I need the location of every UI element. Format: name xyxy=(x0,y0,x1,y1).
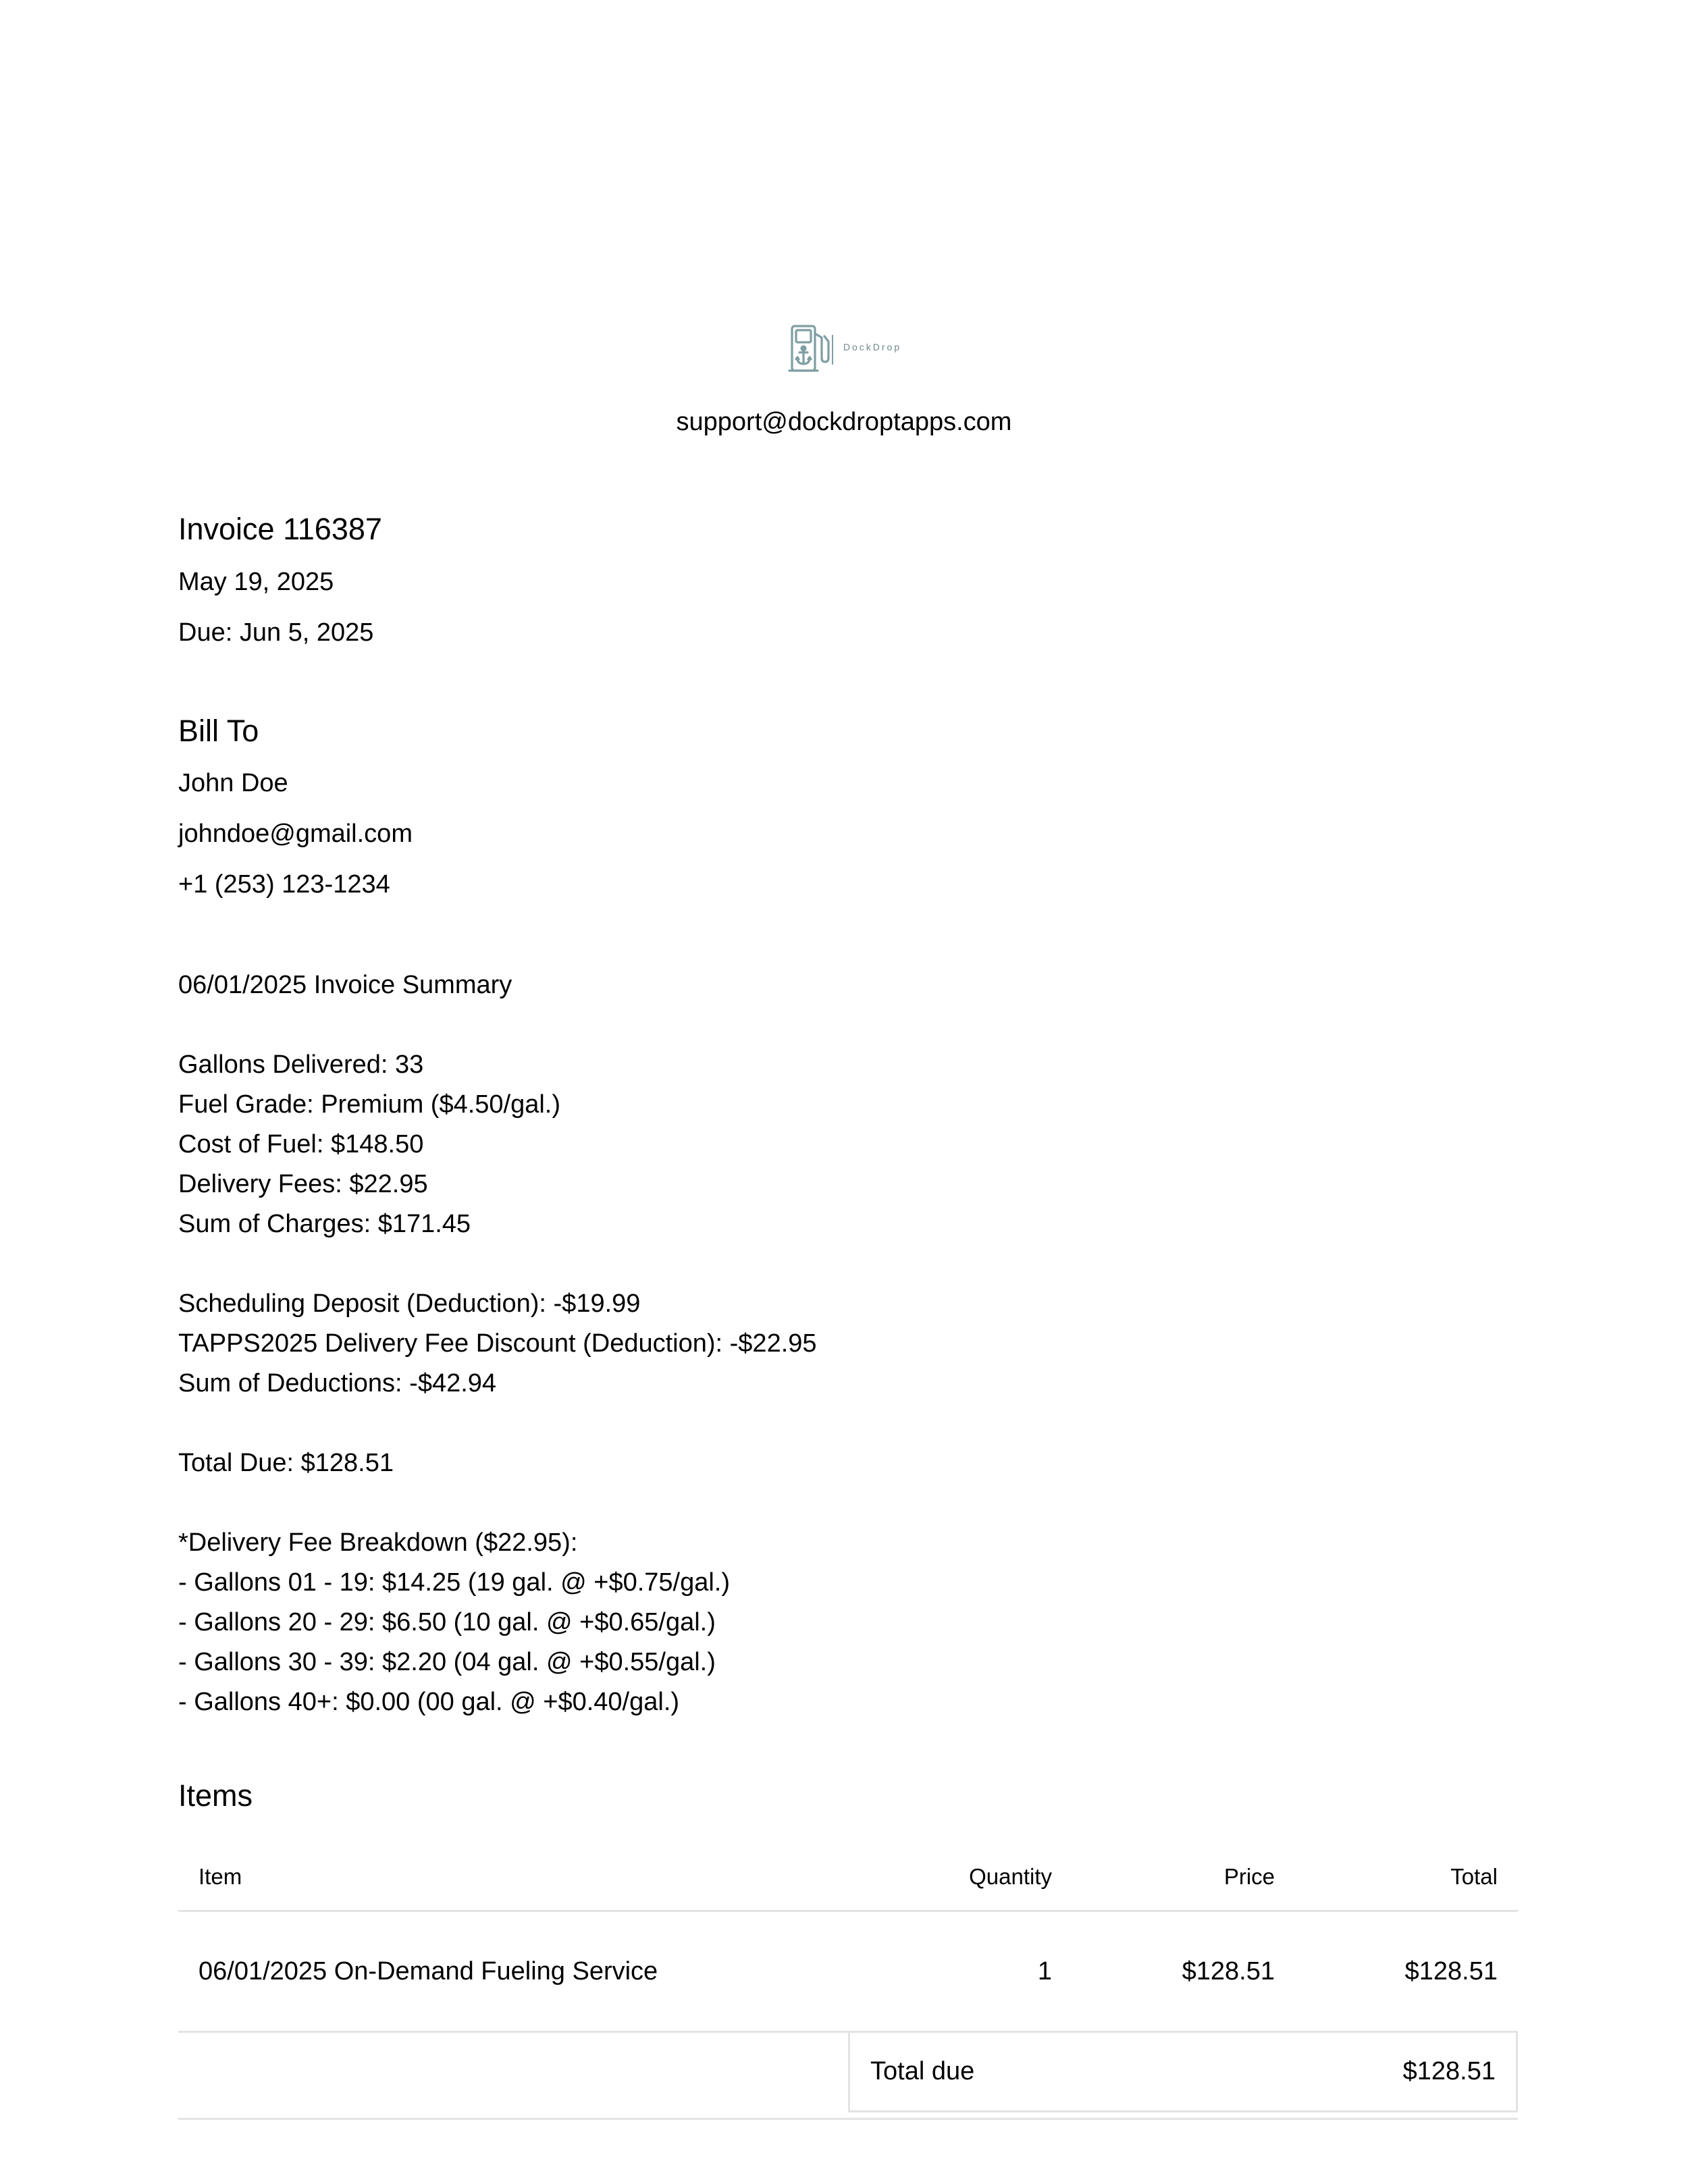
total-due-value: $128.51 xyxy=(1402,2057,1496,2085)
items-table-header xyxy=(178,1843,1518,1912)
item-description: 06/01/2025 On-Demand Fueling Service xyxy=(199,1956,658,1986)
total-due-box xyxy=(848,2033,1518,2112)
bill-to-heading: Bill To xyxy=(178,714,259,748)
brand-logo-text: DockDrop xyxy=(843,342,902,352)
item-total: $128.51 xyxy=(1404,1956,1498,1986)
invoice-due-date: Due: Jun 5, 2025 xyxy=(178,618,374,647)
column-header-price: Price xyxy=(1223,1863,1275,1889)
column-header-quantity: Quantity xyxy=(969,1863,1052,1889)
total-due-row xyxy=(178,2033,1518,2120)
items-table xyxy=(178,1843,1518,2120)
item-quantity: 1 xyxy=(1037,1956,1052,1986)
support-email[interactable]: support@dockdroptapps.com xyxy=(676,408,1012,436)
invoice-title: Invoice 116387 xyxy=(178,512,382,546)
items-heading: Items xyxy=(178,1778,253,1813)
brand-logo xyxy=(787,323,901,374)
bill-to-name: John Doe xyxy=(178,769,288,797)
column-header-total: Total xyxy=(1450,1863,1498,1889)
item-price: $128.51 xyxy=(1182,1956,1275,1986)
bill-to-phone: +1 (253) 123-1234 xyxy=(178,870,390,899)
column-header-item: Item xyxy=(199,1863,242,1889)
fuel-pump-anchor-icon xyxy=(787,323,837,374)
bill-to-email: johndoe@gmail.com xyxy=(178,820,413,848)
logo-area xyxy=(0,323,1688,374)
invoice-summary: 06/01/2025 Invoice Summary Gallons Delivered: 33 Fuel Grade: Premium ($4.50/gal.) Cost of Fuel: $148.50 Delivery Fees: $22.95 Sum of Charges: $171.45 Scheduling Deposit (Deduction): -$19.99 TAPPS2025 Delivery Fee Discount (Deduction): -$22.95 Sum of Deductions: -$42.94 Total Due: $128.51 *Delivery Fee Breakdown ($22.95): - Gallons 01 - 19: $14.25 (19 gal. @ +$0.75/gal.) - Gallons 20 - 29: $6.50 (10 gal. @ +$0.65/gal.) - Gallons 30 - 39: $2.20 (04 gal. @ +$0.55/gal.) - Gallons 40+: $0.00 (00 gal. @ +$0.40/gal.) xyxy=(178,971,817,1716)
total-due-label: Total due xyxy=(870,2057,975,2085)
invoice-date: May 19, 2025 xyxy=(178,568,334,596)
table-row xyxy=(178,1912,1518,2033)
